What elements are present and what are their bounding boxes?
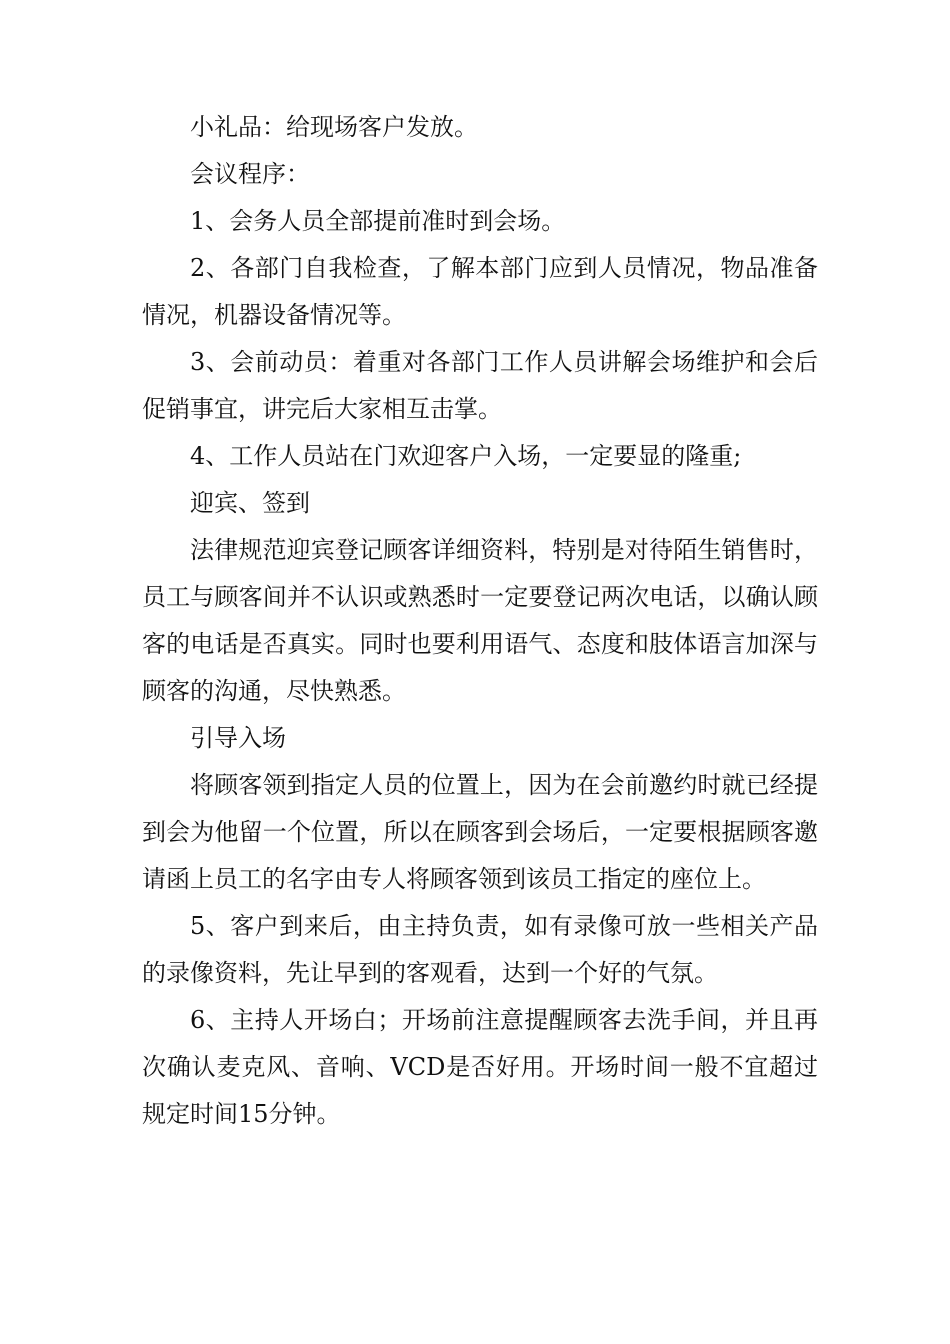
paragraph-reception-body: 法律规范迎宾登记顾客详细资料，特别是对待陌生销售时，员工与顾客间并不认识或熟悉时一定要登记两次电话，以确认顾客的电话是否真实。同时也要利用语气、态度和肢体语言加深与顾客的沟通，尽快熟悉。: [142, 536, 818, 705]
paragraph-step-4: 4、工作人员站在门欢迎客户入场，一定要显的隆重;: [190, 442, 742, 470]
paragraph-guiding-heading: 引导入场: [190, 724, 286, 752]
paragraph-step-2: 2、各部门自我检查，了解本部门应到人员情况，物品准备情况，机器设备情况等。: [142, 254, 818, 329]
paragraph-step-5: 5、客户到来后，由主持负责，如有录像可放一些相关产品的录像资料，先让早到的客观看，达到一个好的气氛。: [142, 912, 818, 987]
paragraph-meeting-procedure-heading: 会议程序：: [190, 160, 310, 188]
paragraph-step-6: 6、主持人开场白；开场前注意提醒顾客去洗手间，并且再次确认麦克风、音响、VCD是否好用。开场时间一般不宜超过规定时间15分钟。: [142, 1006, 818, 1128]
paragraph-reception-heading: 迎宾、签到: [190, 489, 310, 517]
paragraph-step-3: 3、会前动员：着重对各部门工作人员讲解会场维护和会后促销事宜，讲完后大家相互击掌。: [142, 348, 818, 423]
paragraph-gifts: 小礼品：给现场客户发放。: [190, 113, 478, 141]
paragraph-step-1: 1、会务人员全部提前准时到会场。: [190, 207, 566, 235]
document-body: [142, 104, 818, 1138]
paragraph-guiding-body: 将顾客领到指定人员的位置上，因为在会前邀约时就已经提到会为他留一个位置，所以在顾客到会场后，一定要根据顾客邀请函上员工的名字由专人将顾客领到该员工指定的座位上。: [142, 771, 818, 893]
